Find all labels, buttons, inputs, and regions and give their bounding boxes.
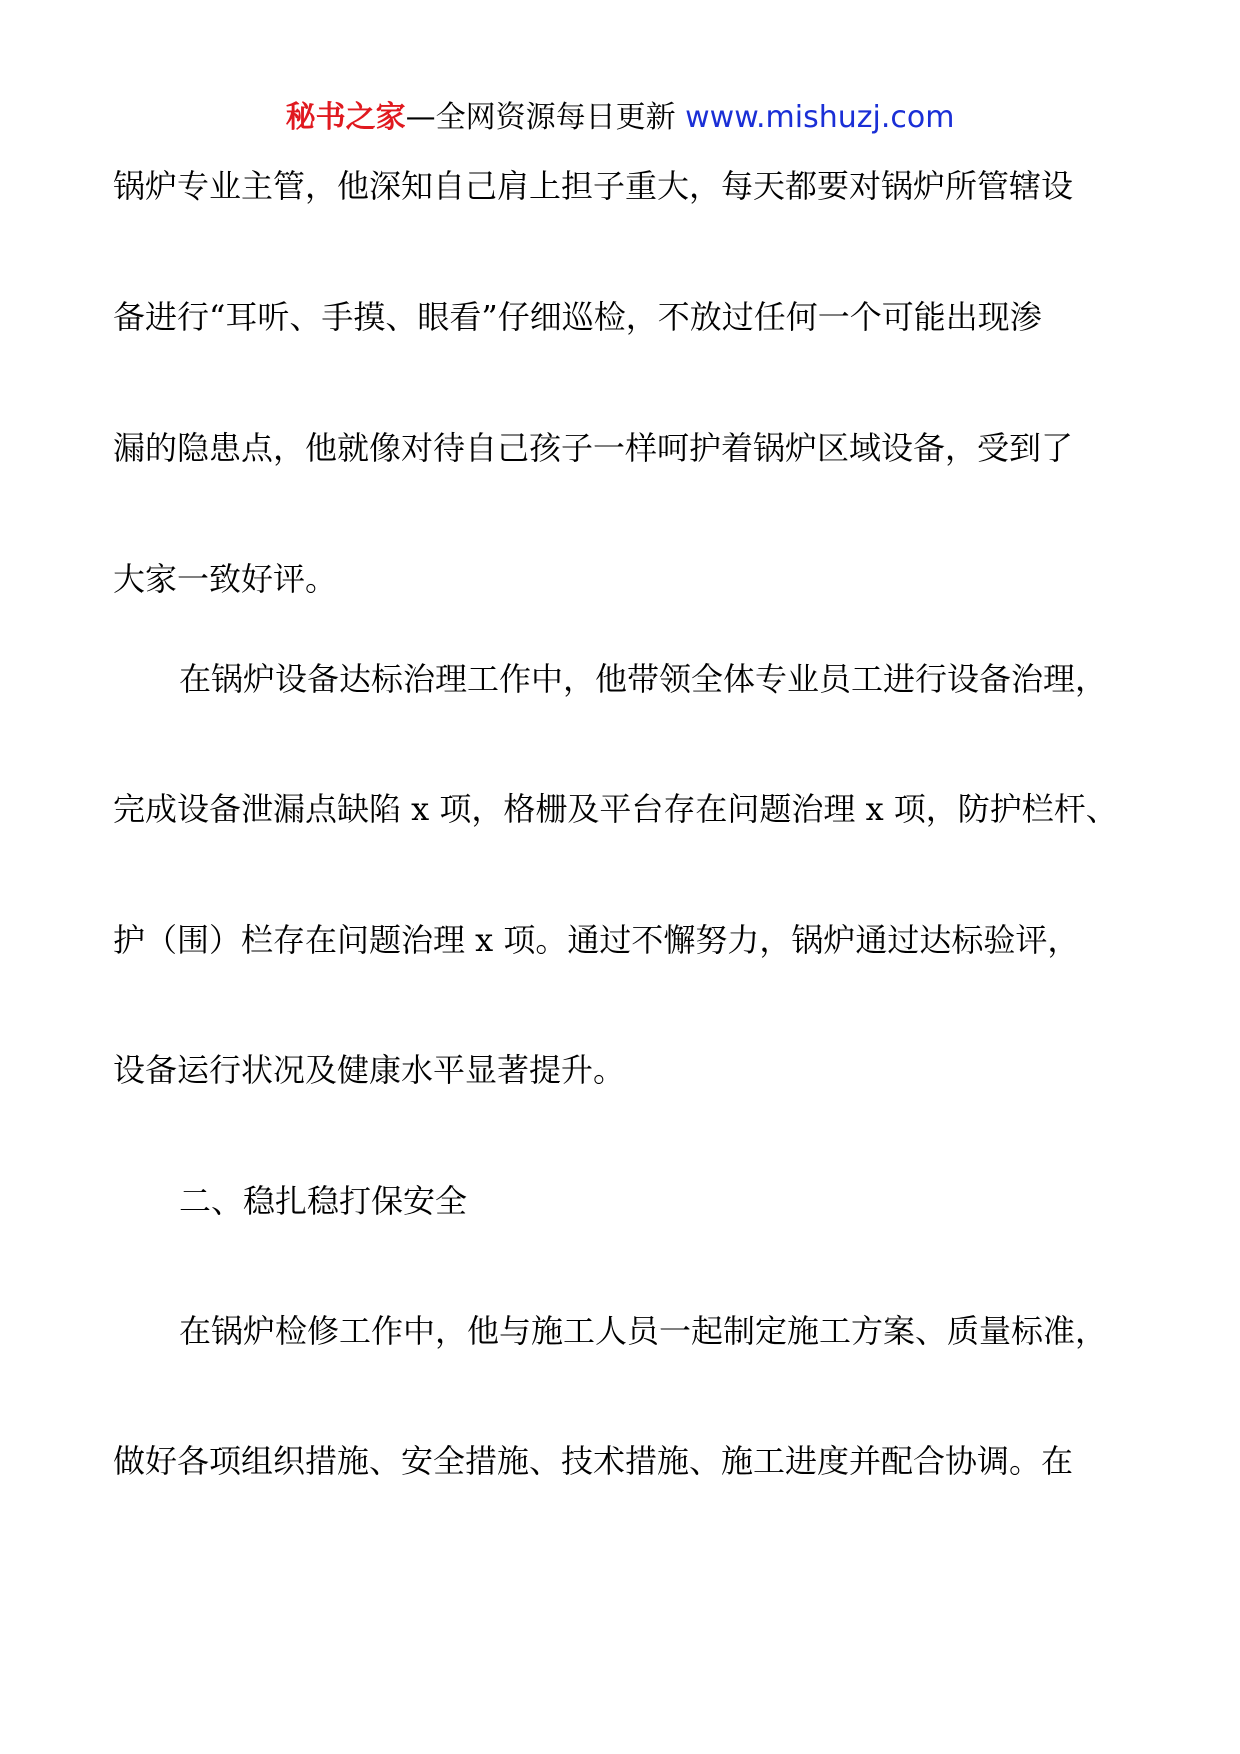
text-line: 备进行“耳听、手摸、眼看”仔细巡检，不放过任何一个可能出现渗 [113,298,1042,336]
text-line: 漏的隐患点，他就像对待自己孩子一样呵护着锅炉区域设备，受到了 [113,429,1074,467]
text-line: 在锅炉设备达标治理工作中，他带领全体专业员工进行设备治理， [179,660,1108,698]
text-line: 做好各项组织措施、安全措施、技术措施、施工进度并配合协调。在 [113,1442,1074,1480]
text-line: 完成设备泄漏点缺陷 x 项，格栅及平台存在问题治理 x 项，防护栏杆、 [113,790,1118,828]
text-line: 设备运行状况及健康水平显著提升。 [113,1051,626,1089]
brand-name: 秘书之家 [285,100,406,135]
text-line: 在锅炉检修工作中，他与施工人员一起制定施工方案、质量标准， [179,1312,1108,1350]
text-line: 大家一致好评。 [113,560,338,598]
website-link[interactable]: www.mishuzj.com [685,100,955,135]
page-header [0,98,1240,138]
text-line: 护（围）栏存在问题治理 x 项。通过不懈努力，锅炉通过达标验评， [113,921,1080,959]
header-slogan: —全网资源每日更新 [405,100,676,135]
section-heading: 二、稳扎稳打保安全 [179,1182,468,1220]
text-line: 锅炉专业主管，他深知自己肩上担子重大，每天都要对锅炉所管辖设 [113,167,1074,205]
